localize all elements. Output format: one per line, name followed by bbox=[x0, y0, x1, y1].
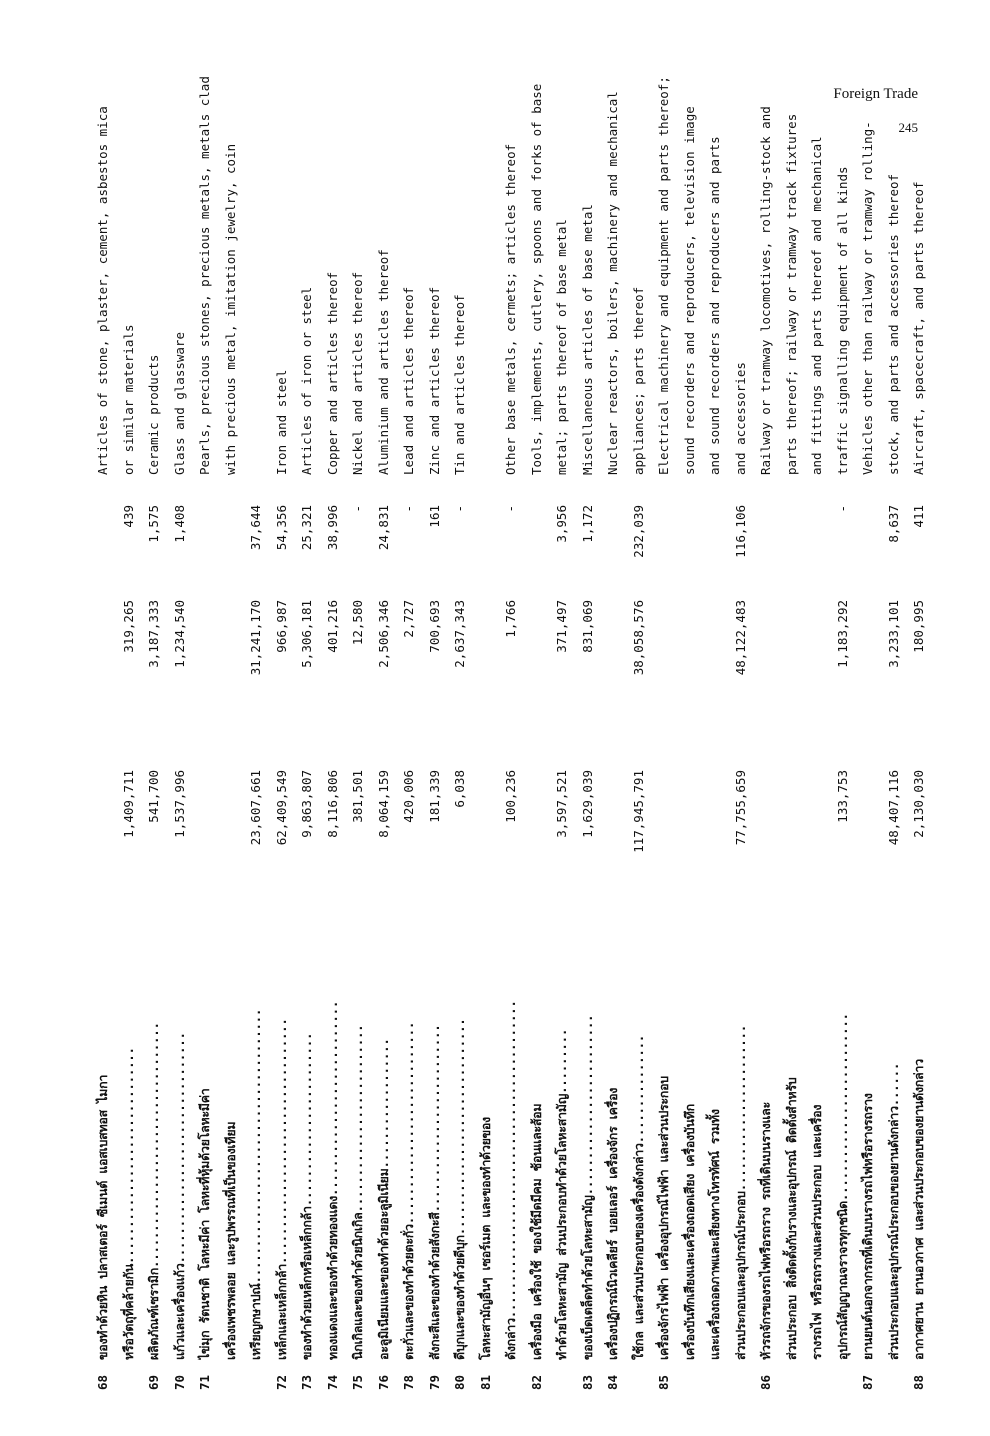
row-number: 82 bbox=[528, 1374, 544, 1390]
value-col-1: 541,700 bbox=[146, 770, 161, 823]
table-row bbox=[728, 150, 754, 1390]
value-col-2: 966,987 bbox=[273, 600, 289, 653]
english-description: Articles of stone, plaster, cement, asbestos mica bbox=[95, 106, 110, 475]
english-description: and accessories bbox=[732, 362, 748, 475]
thai-description: เครื่องมือ เครื่องใช้ ของใช้มีดมีคม ช้อนและส้อม bbox=[528, 1103, 544, 1360]
english-description: Zinc and articles thereof bbox=[426, 286, 442, 475]
value-col-3: - bbox=[401, 505, 416, 513]
english-description: Nuclear reactors, boilers, machinery and mechanical bbox=[605, 91, 620, 475]
table-row bbox=[141, 150, 167, 1390]
thai-description: ทำด้วยโลหะสามัญ ส่วนประกอบทำด้วยโลหะสามัญ......... bbox=[554, 1028, 569, 1360]
value-col-3: - bbox=[452, 505, 467, 513]
table-row bbox=[753, 106, 779, 1390]
value-col-2: 180,995 bbox=[911, 600, 926, 653]
value-col-2: 831,069 bbox=[579, 600, 595, 653]
row-number: 84 bbox=[605, 1374, 620, 1390]
table-row bbox=[600, 91, 626, 1390]
table-row bbox=[651, 76, 677, 1390]
row-number: 69 bbox=[146, 1374, 161, 1390]
table-row bbox=[422, 150, 448, 1390]
table-row bbox=[447, 150, 473, 1390]
value-col-1: 381,501 bbox=[350, 770, 365, 823]
value-col-1: 8,064,159 bbox=[375, 770, 391, 838]
english-description: and sound recorders and reproducers and parts bbox=[707, 136, 722, 475]
value-col-3: - bbox=[503, 505, 518, 513]
table-row bbox=[473, 150, 499, 1390]
thai-description: สังกะสีและของทำด้วยสังกะสี.......................... bbox=[426, 1024, 442, 1360]
thai-description: แก้วและเครื่องแก้ว................................ bbox=[171, 1032, 187, 1360]
value-col-3: 25,321 bbox=[299, 505, 314, 551]
english-description: traffic signalling equipment of all kinds bbox=[834, 166, 850, 475]
english-description: Lead and articles thereof bbox=[401, 286, 416, 475]
value-col-3: 8,637 bbox=[885, 505, 901, 543]
page-header-title: Foreign Trade bbox=[833, 86, 918, 102]
table-row bbox=[243, 150, 269, 1390]
thai-description: ของเบ็ดเตล็ดทำด้วยโลหะสามัญ......................... bbox=[579, 1014, 595, 1360]
value-col-1: 23,607,661 bbox=[248, 770, 263, 846]
english-description: Copper and articles thereof bbox=[324, 271, 340, 475]
value-col-1: 48,407,116 bbox=[885, 770, 901, 846]
thai-description: หรือวัตถุที่คล้ายกัน.............................. bbox=[120, 1047, 136, 1360]
row-number: 73 bbox=[299, 1374, 314, 1390]
value-col-1: 1,629,039 bbox=[579, 770, 595, 838]
table-row bbox=[320, 150, 346, 1390]
row-number: 74 bbox=[324, 1374, 340, 1390]
table-row bbox=[269, 150, 295, 1390]
row-number: 78 bbox=[401, 1374, 416, 1390]
row-number: 68 bbox=[95, 1374, 110, 1390]
table-row bbox=[116, 150, 142, 1390]
english-description: Ceramic products bbox=[146, 354, 161, 475]
english-description: Tools, implements, cutlery, spoons and forks of base bbox=[528, 83, 544, 475]
value-col-1: 9,863,807 bbox=[299, 770, 314, 838]
row-number: 88 bbox=[911, 1374, 926, 1390]
value-col-2: 319,265 bbox=[120, 600, 136, 653]
thai-description: รางรถไฟ หรือรถรางและส่วนประกอบ และเครื่อง bbox=[809, 1104, 824, 1360]
value-col-1: 1,409,711 bbox=[120, 770, 136, 838]
value-col-2: 3,233,101 bbox=[885, 600, 901, 668]
thai-description: ของทำด้วยเหล็กหรือเหล็กกล้า........................ bbox=[299, 1032, 314, 1360]
table-row bbox=[804, 136, 830, 1390]
english-description: with precious metal, imitation jewelry, coin bbox=[222, 143, 238, 475]
value-col-2: 1,766 bbox=[503, 600, 518, 638]
table-row bbox=[855, 121, 881, 1390]
thai-description: เหล็กและเหล็กกล้า.................................. bbox=[273, 1018, 289, 1360]
table-row bbox=[167, 150, 193, 1390]
english-description: or similar materials bbox=[120, 324, 136, 475]
table-row bbox=[294, 150, 320, 1390]
english-description: Other base metals, cermets; articles thereof bbox=[503, 143, 518, 475]
thai-description: ยานยนต์นอกจากรถที่เดินบนรางรถไฟหรือรางรถราง bbox=[860, 1093, 875, 1360]
value-col-3: - bbox=[834, 505, 850, 513]
table-row bbox=[218, 143, 244, 1390]
value-col-1: 2,130,030 bbox=[911, 770, 926, 838]
english-description: metal; parts thereof of base metal bbox=[554, 219, 569, 475]
value-col-1: 181,339 bbox=[426, 770, 442, 823]
thai-description: ใช้กล และส่วนประกอบของเครื่องดังกล่าว............... bbox=[630, 1034, 646, 1360]
value-col-2: 3,187,333 bbox=[146, 600, 161, 668]
table-row bbox=[881, 150, 907, 1390]
value-col-3: 54,356 bbox=[273, 505, 289, 551]
english-description: Articles of iron or steel bbox=[299, 286, 314, 475]
value-col-1: 133,753 bbox=[834, 770, 850, 823]
table-row bbox=[702, 136, 728, 1390]
row-number: 83 bbox=[579, 1374, 595, 1390]
row-number: 72 bbox=[273, 1374, 289, 1390]
thai-description: ตะกั่วและของทำด้วยตะกั่ว............................ bbox=[401, 1021, 416, 1360]
english-description: Pearls, precious stones, precious metals, metals clad bbox=[197, 76, 212, 475]
english-description: Aluminium and articles thereof bbox=[375, 249, 391, 475]
page-number: 245 bbox=[898, 120, 918, 135]
english-description: Railway or tramway locomotives, rolling-stock and bbox=[758, 106, 773, 475]
english-description: Miscellaneous articles of base metal bbox=[579, 204, 595, 475]
value-col-2: 700,693 bbox=[426, 600, 442, 653]
english-description: Tin and articles thereof bbox=[452, 294, 467, 475]
value-col-2: 12,580 bbox=[350, 600, 365, 646]
thai-description: เครื่องปฏิกรณ์นิวเคลียร์ บอยเลอร์ เครื่องจักร เครื่อง bbox=[605, 1087, 620, 1360]
thai-description: ผลิตภัณฑ์เซรามิก.................................. bbox=[146, 1022, 161, 1360]
english-description: Vehicles other than railway or tramway rolling- bbox=[860, 121, 875, 475]
thai-description: หัวรถจักรของรถไฟหรือรถราง รถที่เดินบนรางและ bbox=[758, 1102, 773, 1360]
thai-description: ทองแดงและของทำด้วยทองแดง........................... bbox=[324, 1000, 340, 1360]
table-row bbox=[830, 150, 856, 1390]
value-col-3: 161 bbox=[426, 505, 442, 528]
table-row bbox=[498, 143, 524, 1390]
table-row bbox=[575, 150, 601, 1390]
english-description: Nickel and articles thereof bbox=[350, 271, 365, 475]
table-row bbox=[779, 113, 805, 1390]
thai-description: ส่วนประกอบ สิ่งติดตั้งกับรางและอุปกรณ์ ติดตั้งสำหรับ bbox=[783, 1077, 799, 1360]
value-col-1: 3,597,521 bbox=[554, 770, 569, 838]
value-col-3: 411 bbox=[911, 505, 926, 528]
thai-description: และเครื่องถอดภาพและเสียงทางโทรทัศน์ รวมทั้ง bbox=[707, 1109, 722, 1360]
value-col-1: 420,006 bbox=[401, 770, 416, 823]
thai-description: เครื่องบันทึกเสียงและเครื่องถอดเสียง เครื่องบันทึก bbox=[681, 1104, 697, 1360]
value-col-1: 77,755,659 bbox=[732, 770, 748, 846]
value-col-1: 100,236 bbox=[503, 770, 518, 823]
row-number: 80 bbox=[452, 1374, 467, 1390]
value-col-2: 1,234,540 bbox=[171, 600, 187, 668]
table-row bbox=[192, 76, 218, 1390]
value-col-2: 401,216 bbox=[324, 600, 340, 653]
thai-description: ของทำด้วยหิน ปลาสเตอร์ ซีเมนต์ แอสเบสทอส ไมกา bbox=[95, 1074, 110, 1360]
row-number: 86 bbox=[758, 1374, 773, 1390]
value-col-2: 1,183,292 bbox=[834, 600, 850, 668]
english-description: stock, and parts and accessories thereof bbox=[885, 173, 901, 475]
thai-description: ดีบุกและของทำด้วยดีบุก.............................. bbox=[452, 1018, 467, 1360]
thai-description: โลหะสามัญอื่นๆ เซอร์เมต และของทำด้วยของ bbox=[477, 1117, 493, 1360]
value-col-3: 1,172 bbox=[579, 505, 595, 543]
row-number: 81 bbox=[477, 1374, 493, 1390]
row-number: 76 bbox=[375, 1374, 391, 1390]
value-col-3: 116,106 bbox=[732, 505, 748, 558]
value-col-2: 48,122,483 bbox=[732, 600, 748, 676]
table-row bbox=[371, 150, 397, 1390]
thai-description: อะลูมิเนียมและของทำด้วยอะลูมิเนียม.................. bbox=[375, 1038, 391, 1360]
thai-description: ส่วนประกอบและอุปกรณ์ประกอบ....................... bbox=[732, 1025, 748, 1360]
row-number: 75 bbox=[350, 1374, 365, 1390]
value-col-3: - bbox=[350, 505, 365, 513]
value-col-2: 2,637,343 bbox=[452, 600, 467, 668]
row-number: 87 bbox=[860, 1374, 875, 1390]
value-col-2: 2,506,346 bbox=[375, 600, 391, 668]
value-col-3: 232,039 bbox=[630, 505, 646, 558]
thai-description: เครื่องเพชรพลอย และรูปพรรณที่เป็นของเทียม bbox=[222, 1121, 238, 1360]
thai-description: เหรียญกษาปณ์...................................... bbox=[248, 1008, 263, 1360]
value-col-3: 1,408 bbox=[171, 505, 187, 543]
english-description: appliances; parts thereof bbox=[630, 286, 646, 475]
value-col-2: 371,497 bbox=[554, 600, 569, 653]
value-col-3: 37,644 bbox=[248, 505, 263, 551]
thai-description: อุปกรณ์สัญญาณจราจรทุกชนิด.......................... bbox=[834, 1013, 850, 1360]
english-description: and fittings and parts thereof and mechanical bbox=[809, 136, 824, 475]
english-description: Iron and steel bbox=[273, 369, 289, 475]
value-col-1: 117,945,791 bbox=[630, 770, 646, 853]
table-row bbox=[90, 106, 116, 1390]
value-col-1: 1,537,996 bbox=[171, 770, 187, 838]
value-col-3: 38,996 bbox=[324, 505, 340, 551]
table-row bbox=[549, 150, 575, 1390]
table-row bbox=[906, 150, 932, 1390]
value-col-3: 3,956 bbox=[554, 505, 569, 543]
thai-description: นิกเกิลและของทำด้วยนิกเกิล.......................... bbox=[350, 1024, 365, 1360]
value-col-1: 8,116,806 bbox=[324, 770, 340, 838]
row-number: 70 bbox=[171, 1374, 187, 1390]
value-col-1: 62,409,549 bbox=[273, 770, 289, 846]
value-col-3: 439 bbox=[120, 505, 136, 528]
thai-description: ดังกล่าว............................................ bbox=[503, 1000, 518, 1360]
value-col-2: 2,727 bbox=[401, 600, 416, 638]
thai-description: เครื่องจักรไฟฟ้า เครื่องอุปกรณ์ไฟฟ้า และส่วนประกอบ bbox=[656, 1076, 671, 1360]
thai-description: ส่วนประกอบและอุปกรณ์ประกอบของยานดังกล่าว...... bbox=[885, 1062, 901, 1360]
english-description: Aircraft, spacecraft, and parts thereof bbox=[911, 181, 926, 475]
value-col-2: 5,306,181 bbox=[299, 600, 314, 668]
value-col-2: 38,058,576 bbox=[630, 600, 646, 676]
english-description: parts thereof; railway or tramway track fixtures bbox=[783, 113, 799, 475]
thai-description: อากาศยาน ยานอวกาศ และส่วนประกอบของยานดังกล่าว bbox=[911, 1059, 926, 1360]
table-row bbox=[345, 150, 371, 1390]
english-description: Electrical machinery and equipment and parts thereof; bbox=[656, 76, 671, 475]
english-description: Glass and glassware bbox=[171, 332, 187, 475]
row-number: 79 bbox=[426, 1374, 442, 1390]
english-description: sound recorders and reproducers, television image bbox=[681, 106, 697, 475]
table-row bbox=[396, 150, 422, 1390]
row-number: 85 bbox=[656, 1374, 671, 1390]
value-col-3: 1,575 bbox=[146, 505, 161, 543]
value-col-1: 6,038 bbox=[452, 770, 467, 808]
table-row bbox=[524, 83, 550, 1390]
thai-description: ไข่มุก รัตนชาติ โลหะมีค่า โลหะที่หุ้มด้วยโลหะมีค่า bbox=[197, 1088, 212, 1360]
table-row bbox=[626, 150, 652, 1390]
table-row bbox=[677, 106, 703, 1390]
value-col-2: 31,241,170 bbox=[248, 600, 263, 676]
row-number: 71 bbox=[197, 1374, 212, 1390]
value-col-3: 24,831 bbox=[375, 505, 391, 551]
